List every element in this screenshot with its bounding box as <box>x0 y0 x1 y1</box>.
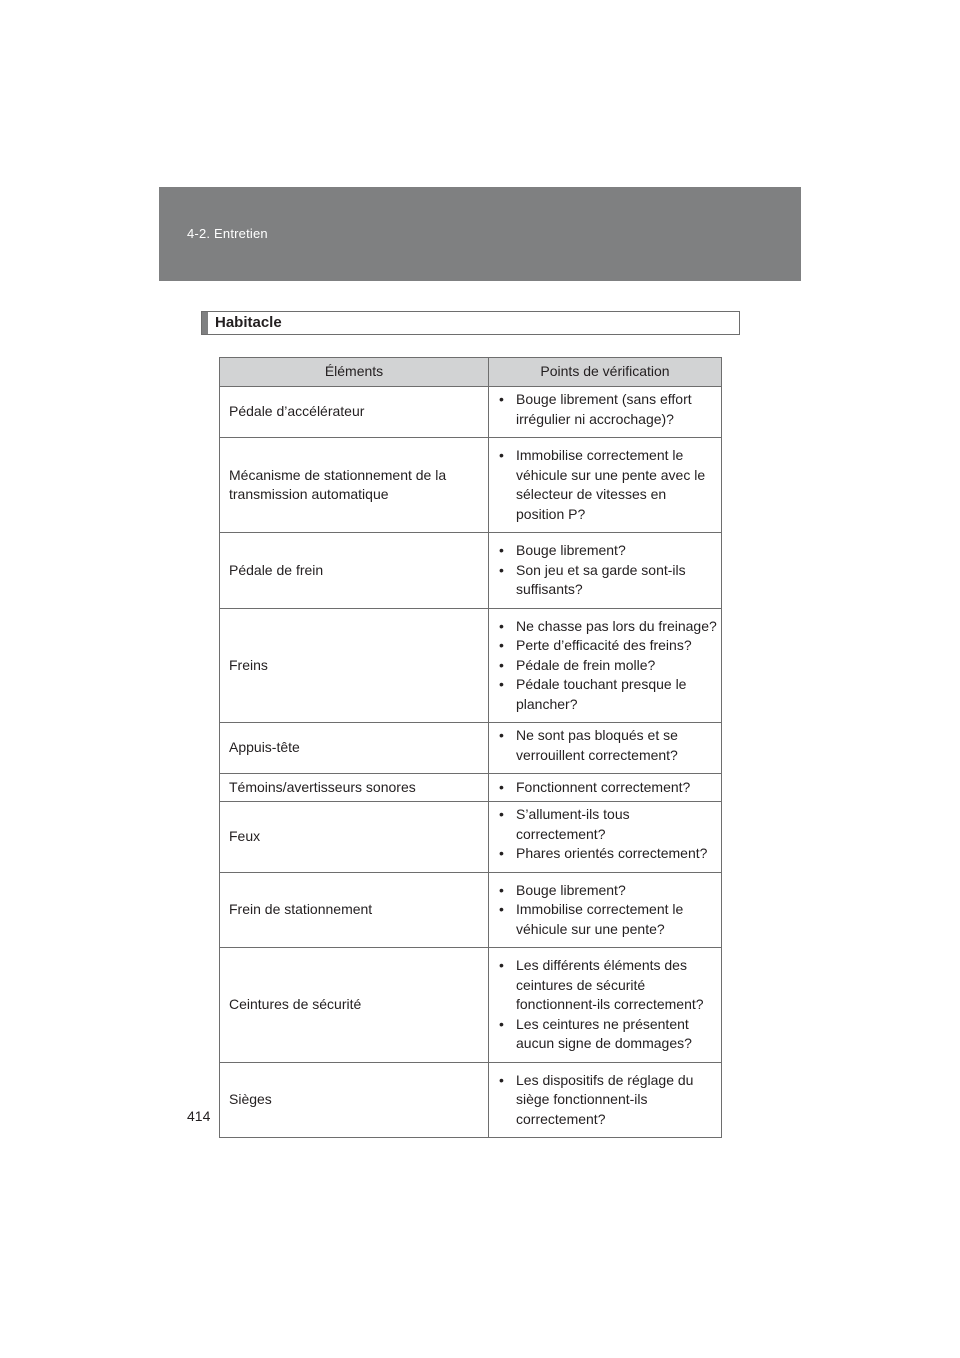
row-item: Frein de stationnement <box>220 872 489 948</box>
row-item: Ceintures de sécurité <box>220 948 489 1063</box>
row-item: Freins <box>220 608 489 723</box>
checklist-table <box>219 357 722 1138</box>
check-point: • Son jeu et sa garde sont-ils suffisants? <box>498 561 717 600</box>
check-point: • Les dispositifs de réglage du siège fonctionnent-ils correctement? <box>498 1071 717 1130</box>
check-point: • Pédale de frein molle? <box>498 656 717 676</box>
row-points <box>489 948 722 1063</box>
chapter-header-band <box>159 187 801 281</box>
row-item: Sièges <box>220 1062 489 1138</box>
check-point: • S’allument-ils tous correctement? <box>498 805 717 844</box>
section-heading-text: Habitacle <box>215 314 282 331</box>
check-point: • Bouge librement? <box>498 541 717 561</box>
section-heading-bar <box>202 312 208 334</box>
check-point: • Bouge librement? <box>498 881 717 901</box>
check-point: • Ne sont pas bloqués et se verrouillent correctement? <box>498 726 717 765</box>
row-item: Témoins/avertisseurs sonores <box>220 774 489 802</box>
table-row <box>220 872 722 948</box>
check-point: • Immobilise correctement le véhicule sur une pente avec le sélecteur de vitesses en position P? <box>498 446 717 524</box>
table-row <box>220 723 722 774</box>
row-item: Pédale de frein <box>220 533 489 609</box>
row-points <box>489 1062 722 1138</box>
table-row <box>220 1062 722 1138</box>
table-row <box>220 774 722 802</box>
check-point: • Perte d’efficacité des freins? <box>498 636 717 656</box>
page-number: 414 <box>187 1108 211 1124</box>
check-point: • Les différents éléments des ceintures de sécurité fonctionnent-ils correctement? <box>498 956 717 1015</box>
table-row <box>220 533 722 609</box>
row-item: Appuis-tête <box>220 723 489 774</box>
row-points <box>489 872 722 948</box>
row-points <box>489 387 722 438</box>
check-point: • Bouge librement (sans effort irrégulier ni accrochage)? <box>498 390 717 429</box>
check-point: • Fonctionnent correctement? <box>498 778 717 798</box>
check-point: • Ne chasse pas lors du freinage? <box>498 617 717 637</box>
check-point: • Pédale touchant presque le plancher? <box>498 675 717 714</box>
row-points <box>489 438 722 533</box>
row-points <box>489 533 722 609</box>
column-header-points: Points de vérification <box>489 358 722 387</box>
table-header-row <box>220 358 722 387</box>
check-point: • Les ceintures ne présentent aucun signe de dommages? <box>498 1015 717 1054</box>
table-row <box>220 438 722 533</box>
row-points <box>489 802 722 873</box>
check-point: • Immobilise correctement le véhicule sur une pente? <box>498 900 717 939</box>
row-item: Feux <box>220 802 489 873</box>
chapter-section-label: 4-2. Entretien <box>187 226 268 241</box>
row-points <box>489 723 722 774</box>
table-row <box>220 948 722 1063</box>
row-item: Mécanisme de stationnement de la transmission automatique <box>220 438 489 533</box>
check-point: • Phares orientés correctement? <box>498 844 717 864</box>
table-row <box>220 802 722 873</box>
column-header-items: Éléments <box>220 358 489 387</box>
row-points <box>489 774 722 802</box>
table-row <box>220 387 722 438</box>
row-points <box>489 608 722 723</box>
row-item: Pédale d’accélérateur <box>220 387 489 438</box>
section-heading <box>201 311 740 335</box>
table-row <box>220 608 722 723</box>
